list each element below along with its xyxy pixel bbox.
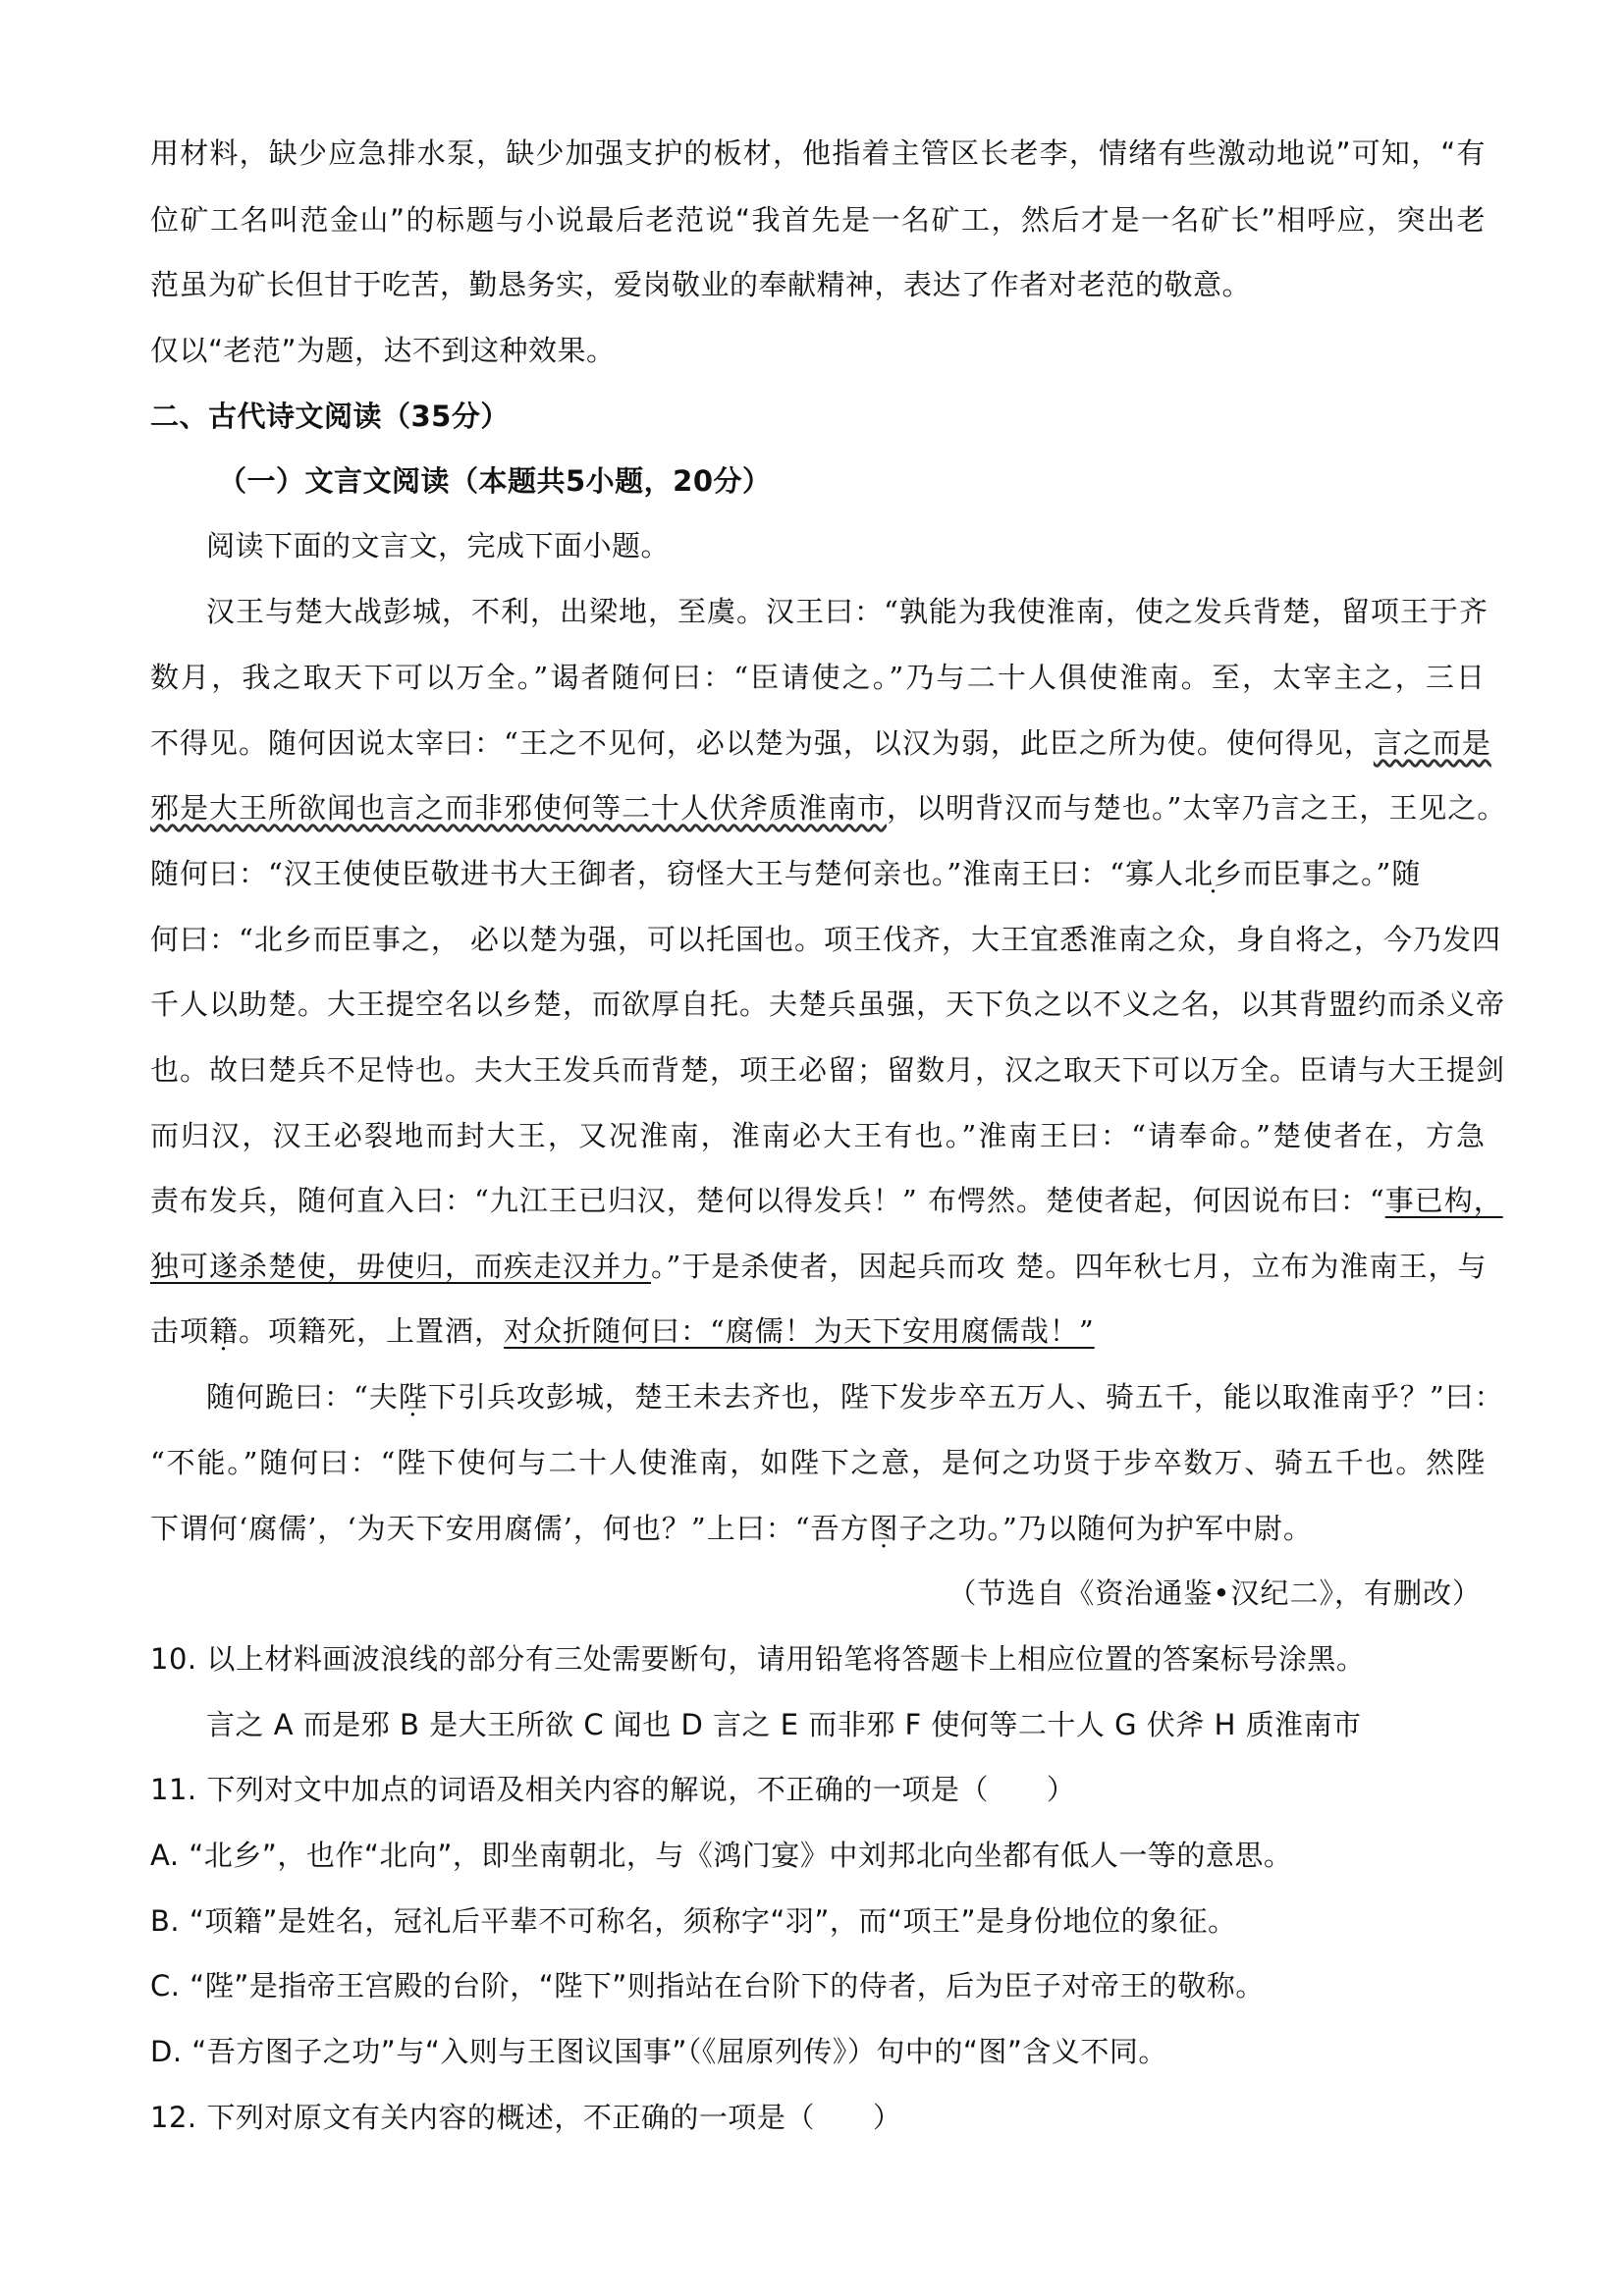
underlined-sentence-2: 对众折随何曰：“腐儒！为天下安用腐儒哉！” <box>504 1314 1095 1348</box>
intro-line-1: 用材料，缺少应急排水泵，缺少加强支护的板材，他指着主管区长老李，情绪有些激动地说”可知，“有 <box>150 136 1486 170</box>
dotted-word-ji: 籍 <box>209 1314 240 1348</box>
question-11-option-d: D. “吾方图子之功”与“入则与王图议国事”（《屈原列传》）句中的“图”含义不同。 <box>150 2035 1167 2068</box>
passage-line-4 <box>150 788 1507 828</box>
passage-line-4-text: ，以明背汉而与楚也。”太宰乃言之王，王见之。 <box>887 791 1507 825</box>
question-10-options: 言之 A 而是邪 B 是大王所欲 C 闻也 D 言之 E 而非邪 F 使何等二十人 G 伏斧 H 质淮南市 <box>206 1708 1362 1741</box>
passage-line-9: 而归汉，汉王必裂地而封大王，又况淮南，淮南必大王有也。”淮南王曰：“请奉命。”楚使者在，方急 <box>150 1119 1486 1152</box>
passage-line-12-text-a: 击项 <box>150 1314 210 1348</box>
question-12: 12. 下列对原文有关内容的概述，不正确的一项是（ ） <box>150 2101 902 2134</box>
passage-line-14: “不能。”随何曰：“陛下使何与二十人使淮南，如陛下之意，是何之功贤于步卒数万、骑五千也。然陛 <box>150 1446 1486 1479</box>
passage-line-5 <box>150 854 1486 893</box>
passage-line-13-text-b: 下引兵攻彭城，楚王未去齐也，陛下发步卒五万人、骑五千，能以取淮南乎？”曰： <box>427 1380 1504 1414</box>
intro-line-4: 仅以“老范”为题，达不到这种效果。 <box>150 334 616 367</box>
passage-source: （节选自《资治通鉴•汉纪二》，有删改） <box>947 1576 1482 1610</box>
passage-line-15 <box>150 1509 1486 1548</box>
question-11-option-c: C. “陛”是指帝王宫殿的台阶，“陛下”则指站在台阶下的侍者，后为臣子对帝王的敬称。 <box>150 1969 1265 2002</box>
passage-line-10-text: 责布发兵，随何直入曰：“九江王已归汉，楚何以得发兵！” 布愕然。楚使者起，何因说布曰：“ <box>150 1184 1385 1217</box>
passage-line-11-text: 。”于是杀使者，因起兵而攻 楚。四年秋七月，立布为淮南王，与 <box>651 1250 1488 1283</box>
subsection-title: （一）文言文阅读（本题共5小题，20分） <box>218 464 772 498</box>
passage-line-11 <box>150 1247 1486 1286</box>
section-2-title: 二、古代诗文阅读（35分） <box>150 400 510 433</box>
passage-line-15-text-a: 下谓何‘腐儒’，‘为天下安用腐儒’，何也？”上曰：“吾方 <box>150 1512 870 1545</box>
passage-line-7: 千人以助楚。大王提空名以乡楚，而欲厚自托。夫楚兵虽强，天下负之以不义之名，以其背盟约而杀义帝 <box>150 988 1506 1021</box>
passage-line-13-text-a: 随何跪曰：“夫 <box>206 1380 399 1414</box>
passage-line-8: 也。故曰楚兵不足恃也。夫大王发兵而背楚，项王必留；留数月，汉之取天下可以万全。臣请与大王提剑 <box>150 1053 1506 1087</box>
passage-line-1: 汉王与楚大战彭城，不利，出梁地，至虞。汉王曰：“孰能为我使淮南，使之发兵背楚，留项王于齐 <box>206 595 1489 628</box>
dotted-word-tu: 图 <box>869 1512 899 1545</box>
passage-line-12-text-b: 。项籍死，上置酒， <box>239 1314 505 1348</box>
passage-line-2: 数月，我之取天下可以万全。”谒者随何曰：“臣请使之。”乃与二十人俱使淮南。至，太宰主之，三日 <box>150 661 1486 694</box>
passage-line-10 <box>150 1181 1503 1220</box>
intro-line-2: 位矿工名叫范金山”的标题与小说最后老范说“我首先是一名矿工，然后才是一名矿长”相呼应，突出老 <box>150 203 1486 237</box>
question-11-option-a: A. “北乡”，也作“北向”，即坐南朝北，与《鸿门宴》中刘邦北向坐都有低人一等的意思。 <box>150 1839 1293 1872</box>
underlined-sentence-1: 事已构， <box>1384 1184 1503 1217</box>
dotted-word-beixiang: 北乡 <box>1183 857 1243 890</box>
underlined-sentence-1-cont: 独可遂杀楚使，毋使归，而疾走汉并力 <box>150 1250 652 1283</box>
passage-line-3-text: 不得见。随何因说太宰曰：“王之不见何，必以楚为强，以汉为弱，此臣之所为使。使何得见， <box>150 726 1374 760</box>
intro-line-3: 范虽为矿长但甘于吃苦，勤恳务实，爱岗敬业的奉献精神，表达了作者对老范的敬意。 <box>150 268 1252 301</box>
passage-line-13 <box>206 1377 1504 1416</box>
question-10: 10. 以上材料画波浪线的部分有三处需要断句，请用铅笔将答题卡上相应位置的答案标号涂黑。 <box>150 1642 1366 1676</box>
instruction-text: 阅读下面的文言文，完成下面小题。 <box>206 529 671 562</box>
wavy-underline-part-1: 言之而是 <box>1373 726 1491 760</box>
passage-line-3 <box>150 723 1491 763</box>
passage-line-5-text-a: 随何曰：“汉王使使臣敬进书大王御者，窃怪大王与楚何亲也。”淮南王曰：“寡人 <box>150 857 1184 890</box>
question-11: 11. 下列对文中加点的词语及相关内容的解说，不正确的一项是（ ） <box>150 1773 1076 1806</box>
question-11-option-b: B. “项籍”是姓名，冠礼后平辈不可称名，须称字“羽”，而“项王”是身份地位的象征。 <box>150 1904 1237 1938</box>
dotted-word-bi: 陛 <box>398 1380 428 1414</box>
passage-line-15-text-b: 子之功。”乃以随何为护军中尉。 <box>898 1512 1313 1545</box>
passage-line-6: 何曰：“北乡而臣事之， 必以楚为强，可以托国也。项王伐齐，大王宜悉淮南之众，身自将之，今乃发四 <box>150 923 1502 956</box>
wavy-underline-part-2: 邪是大王所欲闻也言之而非邪使何等二十人伏斧质淮南市 <box>150 791 888 825</box>
passage-line-12 <box>150 1311 1486 1351</box>
passage-line-5-text-b: 而臣事之。”随 <box>1243 857 1422 890</box>
